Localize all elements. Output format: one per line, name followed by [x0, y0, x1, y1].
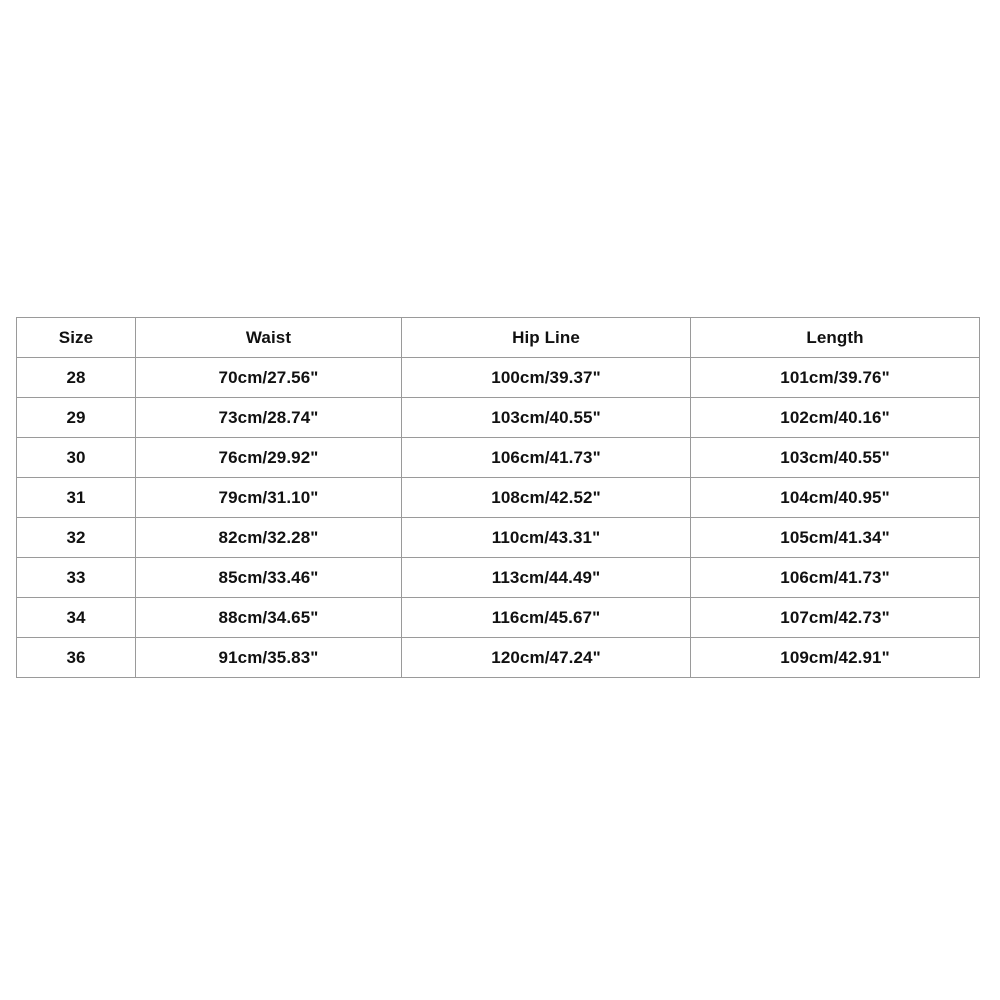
size-cell: 36: [17, 638, 136, 678]
size-chart-body: [17, 358, 980, 678]
hip-line-cell: 103cm/40.55": [402, 398, 691, 438]
waist-cell: 82cm/32.28": [136, 518, 402, 558]
length-cell: 109cm/42.91": [691, 638, 980, 678]
hip-line-cell: 113cm/44.49": [402, 558, 691, 598]
waist-cell: 79cm/31.10": [136, 478, 402, 518]
waist-cell: 85cm/33.46": [136, 558, 402, 598]
hip-line-cell: 106cm/41.73": [402, 438, 691, 478]
hip-line-cell: 120cm/47.24": [402, 638, 691, 678]
size-cell: 28: [17, 358, 136, 398]
size-chart-table: [16, 317, 980, 678]
hip-line-cell: 110cm/43.31": [402, 518, 691, 558]
hip-line-cell: 116cm/45.67": [402, 598, 691, 638]
size-cell: 32: [17, 518, 136, 558]
table-row: [17, 638, 980, 678]
table-row: [17, 598, 980, 638]
size-cell: 34: [17, 598, 136, 638]
table-row: [17, 478, 980, 518]
length-cell: 102cm/40.16": [691, 398, 980, 438]
table-row: [17, 398, 980, 438]
table-row: [17, 438, 980, 478]
size-cell: 31: [17, 478, 136, 518]
header-waist: Waist: [136, 318, 402, 358]
length-cell: 107cm/42.73": [691, 598, 980, 638]
length-cell: 101cm/39.76": [691, 358, 980, 398]
table-row: [17, 518, 980, 558]
header-hip-line: Hip Line: [402, 318, 691, 358]
header-row: [17, 318, 980, 358]
size-chart-header: [17, 318, 980, 358]
hip-line-cell: 108cm/42.52": [402, 478, 691, 518]
waist-cell: 76cm/29.92": [136, 438, 402, 478]
waist-cell: 91cm/35.83": [136, 638, 402, 678]
header-size: Size: [17, 318, 136, 358]
table-row: [17, 358, 980, 398]
table-row: [17, 558, 980, 598]
size-cell: 33: [17, 558, 136, 598]
length-cell: 104cm/40.95": [691, 478, 980, 518]
waist-cell: 73cm/28.74": [136, 398, 402, 438]
header-length: Length: [691, 318, 980, 358]
size-cell: 30: [17, 438, 136, 478]
length-cell: 105cm/41.34": [691, 518, 980, 558]
size-cell: 29: [17, 398, 136, 438]
length-cell: 106cm/41.73": [691, 558, 980, 598]
length-cell: 103cm/40.55": [691, 438, 980, 478]
waist-cell: 70cm/27.56": [136, 358, 402, 398]
waist-cell: 88cm/34.65": [136, 598, 402, 638]
hip-line-cell: 100cm/39.37": [402, 358, 691, 398]
